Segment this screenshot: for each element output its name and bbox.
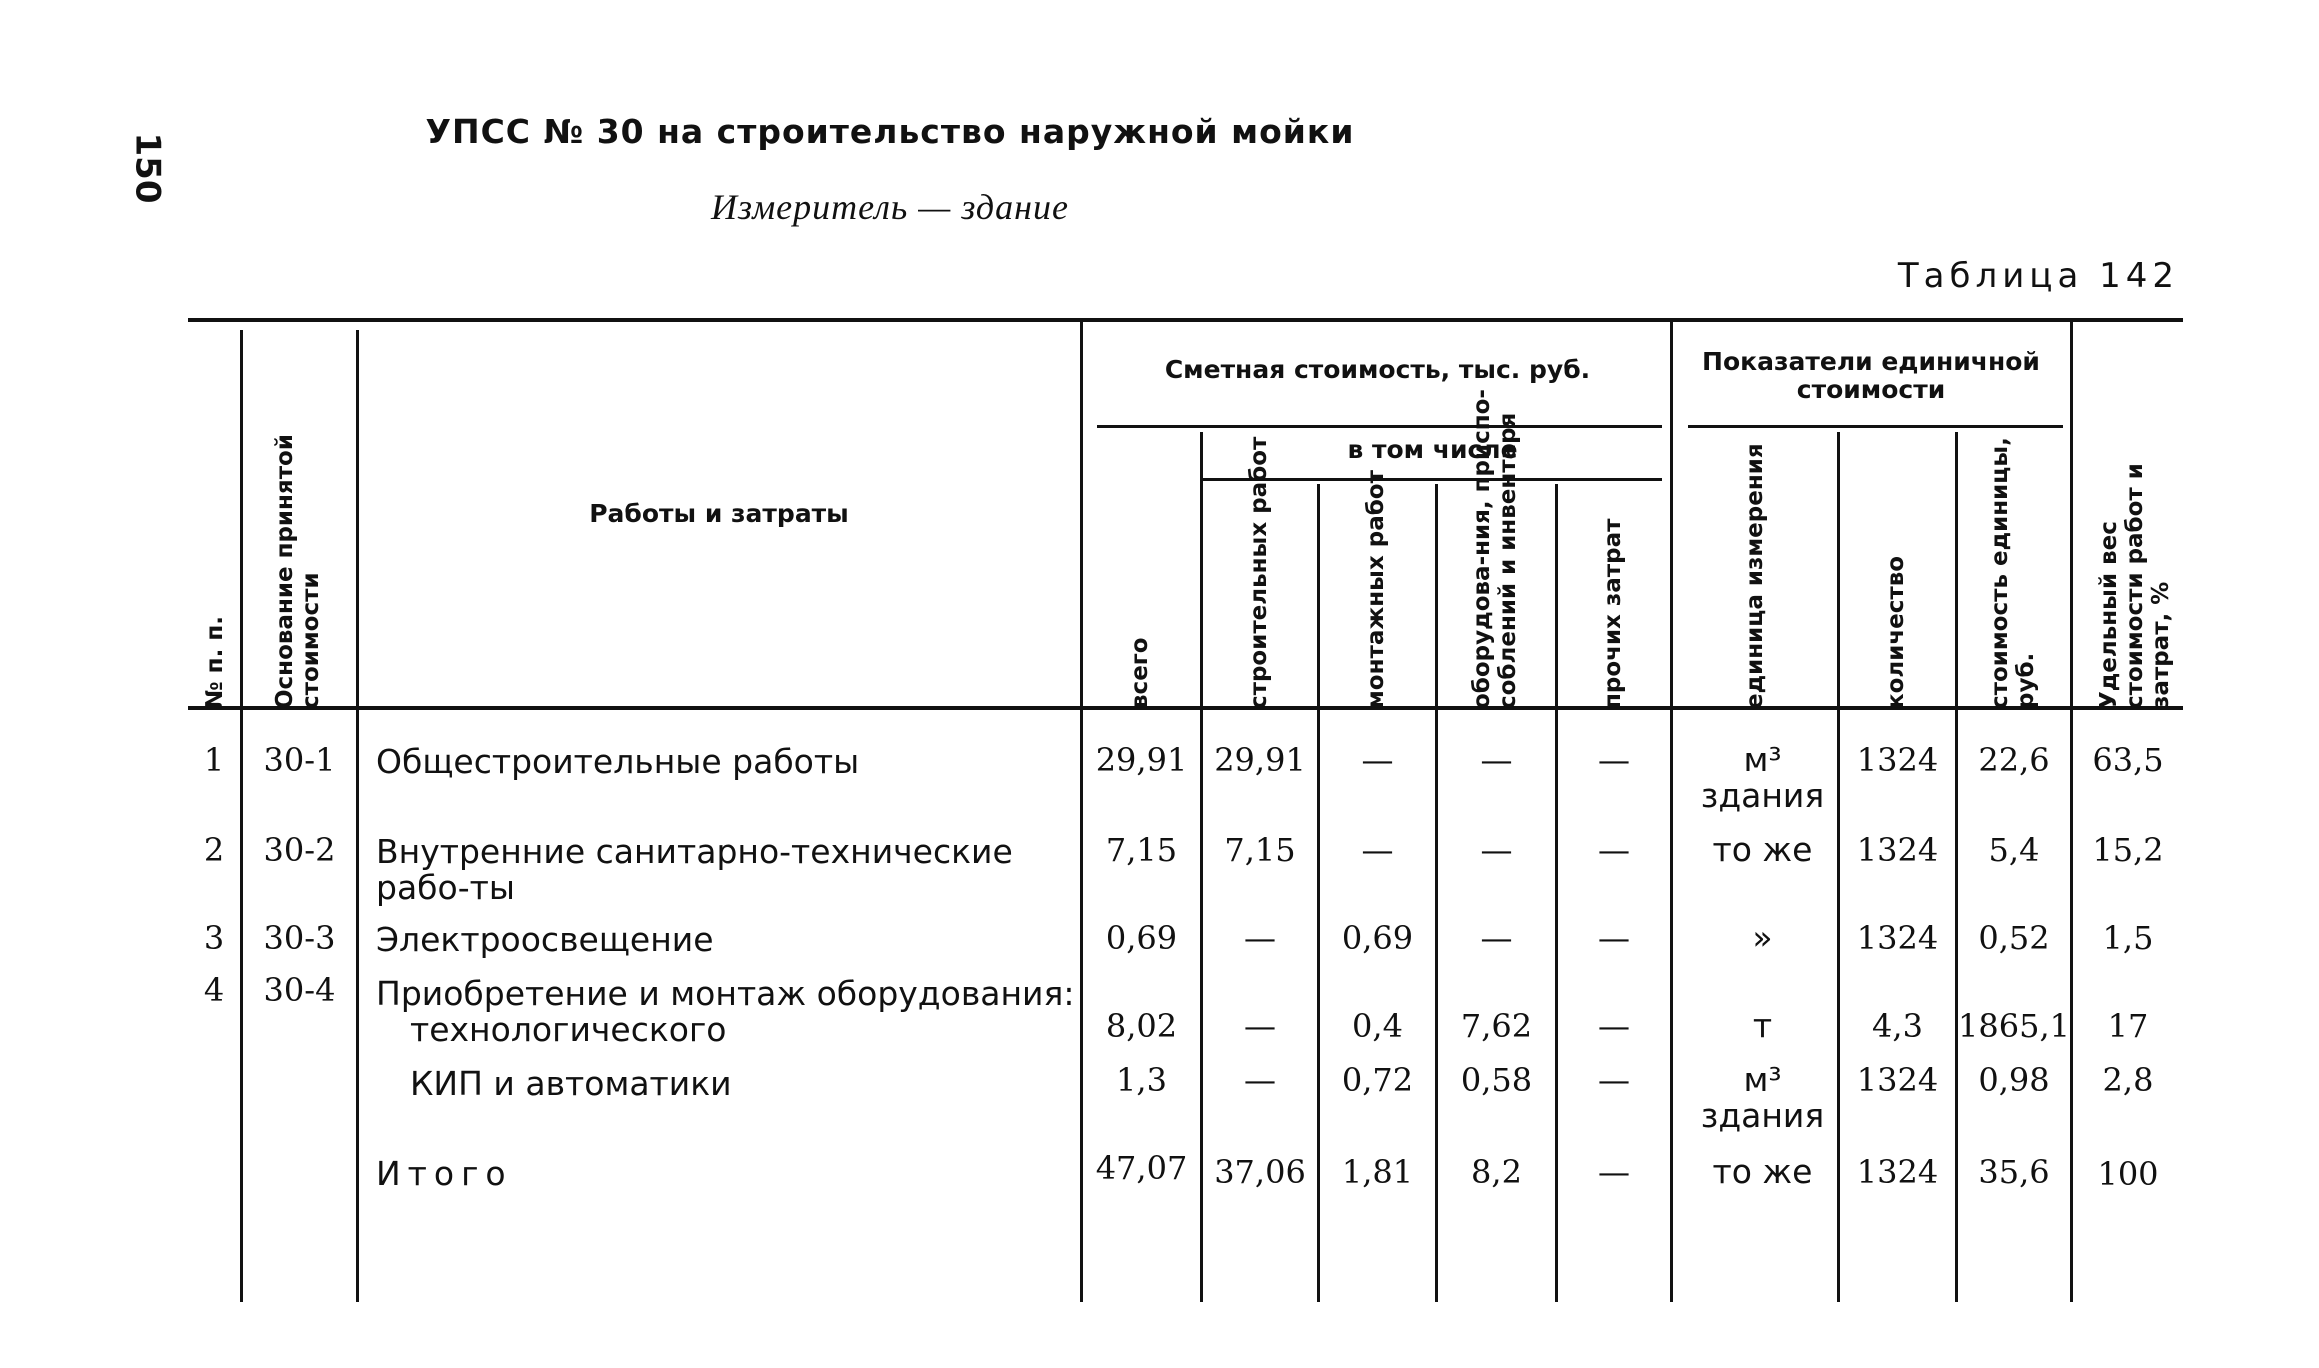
row-work: Электроосвещение — [376, 920, 714, 959]
row-equipment: — — [1480, 919, 1513, 957]
row-other: — — [1598, 741, 1630, 779]
row-other: — — [1598, 1153, 1630, 1191]
row-unit: то же — [1712, 830, 1813, 869]
row-installation: 0,4 — [1352, 1007, 1403, 1045]
row-unit-cost: 0,98 — [1978, 1061, 2050, 1099]
header-num: № п. п. — [202, 616, 228, 709]
row-work: технологического — [410, 1010, 727, 1049]
row-work: КИП и автоматики — [410, 1064, 732, 1103]
header-indicators-group: Показатели единичной стоимости — [1702, 347, 2040, 404]
row-quantity: 1324 — [1856, 831, 1939, 869]
row-basis: 30-2 — [263, 831, 336, 869]
row-share: 2,8 — [2102, 1061, 2154, 1099]
header-works: Работы и затраты — [589, 499, 849, 528]
row-total: 0,69 — [1105, 919, 1178, 957]
table-label: Таблица 142 — [1897, 256, 2179, 296]
row-work: Приобретение и монтаж оборудования: — [376, 974, 1075, 1013]
row-unit: м³ здания — [1700, 740, 1825, 815]
row-total: 47,07 — [1095, 1149, 1188, 1187]
row-installation: — — [1361, 831, 1394, 869]
row-quantity: 4,3 — [1872, 1007, 1923, 1045]
row-num: 1 — [203, 741, 225, 779]
header-total: всего — [1127, 637, 1153, 709]
row-construction: 29,91 — [1214, 741, 1306, 779]
row-unit-cost: 35,6 — [1978, 1153, 2050, 1191]
row-unit-cost: 0,52 — [1978, 919, 2050, 957]
header-basis: Основание принятой стоимости — [272, 434, 324, 709]
row-quantity: 1324 — [1856, 919, 1939, 957]
row-basis: 30-3 — [263, 919, 336, 957]
page-number: 150 — [127, 132, 168, 204]
row-share: 100 — [2097, 1155, 2159, 1193]
row-basis: 30-1 — [263, 741, 336, 779]
row-basis: 30-4 — [263, 971, 336, 1009]
row-quantity: 1324 — [1856, 1061, 1939, 1099]
row-share: 17 — [2107, 1007, 2149, 1045]
row-construction: 7,15 — [1224, 831, 1296, 869]
row-installation: 0,69 — [1341, 919, 1414, 957]
row-num: 2 — [203, 831, 225, 869]
row-other: — — [1598, 919, 1630, 957]
header-other: прочих затрат — [1600, 518, 1626, 709]
header-quantity: количество — [1883, 555, 1909, 709]
row-work: Итого — [376, 1154, 513, 1193]
row-installation: 1,81 — [1341, 1153, 1414, 1191]
document-title: УПСС № 30 на строительство наружной мойки — [425, 112, 1355, 151]
row-quantity: 1324 — [1856, 1153, 1939, 1191]
row-quantity: 1324 — [1856, 741, 1939, 779]
row-share: 15,2 — [2092, 831, 2164, 869]
col-divider-11 — [2070, 322, 2073, 1302]
col-divider-2 — [356, 330, 359, 1302]
row-unit: м³ здания — [1700, 1060, 1825, 1135]
row-total: 1,3 — [1116, 1061, 1167, 1099]
row-other: — — [1598, 831, 1630, 869]
header-construction: строительных работ — [1246, 436, 1272, 709]
row-equipment: 0,58 — [1460, 1061, 1533, 1099]
header-including: в том числе — [1347, 435, 1518, 464]
row-construction: 37,06 — [1214, 1153, 1306, 1191]
row-total: 29,91 — [1095, 741, 1188, 779]
row-total: 7,15 — [1105, 831, 1178, 869]
row-installation: 0,72 — [1341, 1061, 1414, 1099]
row-unit: то же — [1712, 1152, 1813, 1191]
row-unit-cost: 22,6 — [1978, 741, 2050, 779]
row-equipment: — — [1480, 741, 1513, 779]
row-unit: » — [1752, 918, 1773, 957]
row-work: Общестроительные работы — [376, 742, 860, 781]
col-divider-8 — [1670, 322, 1673, 1302]
row-other: — — [1598, 1007, 1630, 1045]
row-share: 1,5 — [2102, 919, 2154, 957]
header-unit: единица измерения — [1742, 443, 1768, 709]
table-top-rule — [188, 318, 2183, 322]
row-construction: — — [1244, 919, 1276, 957]
row-work: Внутренние санитарно-технические рабо-ты — [376, 832, 1013, 907]
row-construction: — — [1244, 1007, 1276, 1045]
row-unit: т — [1752, 1006, 1773, 1045]
row-equipment: 8,2 — [1471, 1153, 1522, 1191]
row-num: 3 — [203, 919, 225, 957]
row-installation: — — [1361, 741, 1394, 779]
row-num: 4 — [203, 971, 225, 1009]
row-equipment: — — [1480, 831, 1513, 869]
row-construction: — — [1244, 1061, 1276, 1099]
header-installation: монтажных работ — [1363, 470, 1389, 709]
header-cost-group: Сметная стоимость, тыс. руб. — [1164, 355, 1591, 384]
header-unit-cost: стоимость единицы, руб. — [1987, 437, 2039, 709]
row-other: — — [1598, 1061, 1630, 1099]
header-equipment: оборудова-ния, приспо-соблений и инвентаря — [1469, 389, 1521, 709]
row-total: 8,02 — [1105, 1007, 1178, 1045]
row-unit-cost: 5,4 — [1988, 831, 2040, 869]
row-unit-cost: 1865,1 — [1958, 1007, 2070, 1045]
document-subtitle: Измеритель — здание — [711, 187, 1069, 227]
row-equipment: 7,62 — [1460, 1007, 1533, 1045]
row-share: 63,5 — [2092, 741, 2164, 779]
header-share: Удельный вес стоимости работ и затрат, % — [2096, 463, 2174, 709]
